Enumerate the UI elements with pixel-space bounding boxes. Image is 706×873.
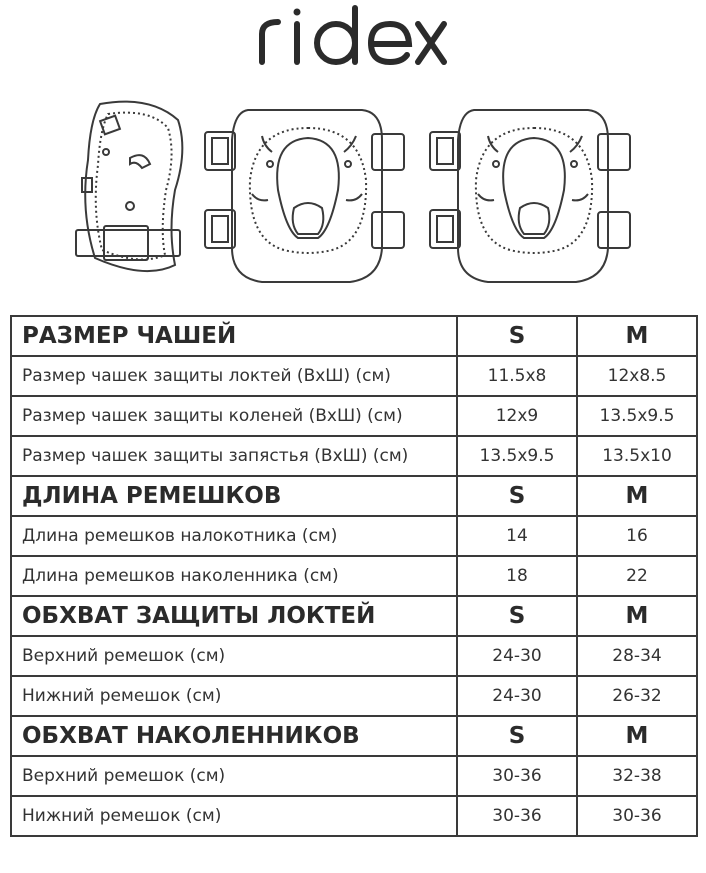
value-m: 30-36: [577, 796, 697, 836]
table-row: [11, 676, 697, 716]
wrist-guard-icon: [76, 102, 182, 271]
section-title: РАЗМЕР ЧАШЕЙ: [11, 316, 457, 356]
value-s: 24-30: [457, 636, 577, 676]
section-header-elbow-girth: [11, 596, 697, 636]
value-m: 13.5x9.5: [577, 396, 697, 436]
value-m: 32-38: [577, 756, 697, 796]
row-label: Размер чашек защиты локтей (ВхШ) (см): [11, 356, 457, 396]
knee-pad-icon: [430, 110, 630, 282]
value-m: 22: [577, 556, 697, 596]
col-header-m: M: [577, 596, 697, 636]
row-label: Нижний ремешок (см): [11, 676, 457, 716]
brand-logo: [0, 0, 706, 80]
table-row: [11, 396, 697, 436]
row-label: Верхний ремешок (см): [11, 636, 457, 676]
value-m: 16: [577, 516, 697, 556]
row-label: Длина ремешков налокотника (см): [11, 516, 457, 556]
col-header-s: S: [457, 476, 577, 516]
section-title: ОБХВАТ НАКОЛЕННИКОВ: [11, 716, 457, 756]
section-title: ОБХВАТ ЗАЩИТЫ ЛОКТЕЙ: [11, 596, 457, 636]
table-row: [11, 516, 697, 556]
value-s: 12x9: [457, 396, 577, 436]
section-title: ДЛИНА РЕМЕШКОВ: [11, 476, 457, 516]
table-row: [11, 436, 697, 476]
value-s: 13.5x9.5: [457, 436, 577, 476]
section-header-strap-length: [11, 476, 697, 516]
value-s: 14: [457, 516, 577, 556]
value-s: 11.5x8: [457, 356, 577, 396]
size-table: [10, 315, 698, 837]
value-s: 24-30: [457, 676, 577, 716]
value-s: 18: [457, 556, 577, 596]
row-label: Размер чашек защиты запястья (ВхШ) (см): [11, 436, 457, 476]
col-header-s: S: [457, 596, 577, 636]
section-header-cup-size: [11, 316, 697, 356]
table-row: [11, 796, 697, 836]
col-header-m: M: [577, 316, 697, 356]
table-row: [11, 636, 697, 676]
col-header-s: S: [457, 316, 577, 356]
section-header-knee-girth: [11, 716, 697, 756]
row-label: Размер чашек защиты коленей (ВхШ) (см): [11, 396, 457, 436]
col-header-m: M: [577, 716, 697, 756]
table-row: [11, 356, 697, 396]
value-s: 30-36: [457, 796, 577, 836]
col-header-s: S: [457, 716, 577, 756]
protective-gear-illustration: [0, 90, 706, 305]
col-header-m: M: [577, 476, 697, 516]
table-row: [11, 556, 697, 596]
value-s: 30-36: [457, 756, 577, 796]
value-m: 12x8.5: [577, 356, 697, 396]
row-label: Нижний ремешок (см): [11, 796, 457, 836]
value-m: 26-32: [577, 676, 697, 716]
table-row: [11, 756, 697, 796]
row-label: Верхний ремешок (см): [11, 756, 457, 796]
row-label: Длина ремешков наколенника (см): [11, 556, 457, 596]
value-m: 28-34: [577, 636, 697, 676]
elbow-pad-icon: [205, 110, 404, 282]
value-m: 13.5x10: [577, 436, 697, 476]
